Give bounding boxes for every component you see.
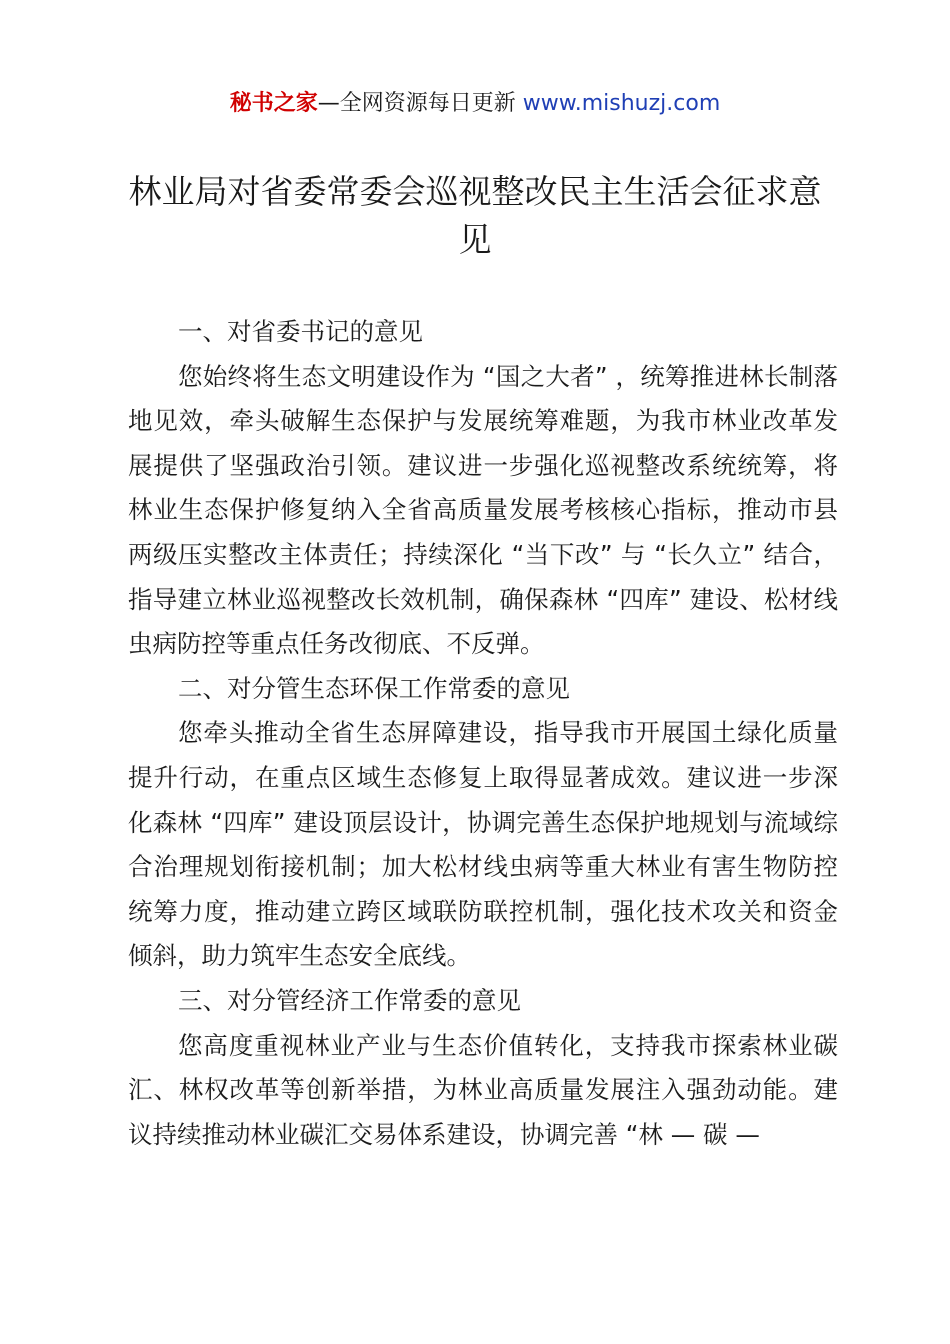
site-url-link[interactable]: www.mishuzj.com — [522, 91, 721, 116]
document-title: 林业局对省委常委会巡视整改民主生活会征求意见 — [128, 172, 822, 259]
section-heading-3: 三、对分管经济工作常委的意见 — [178, 985, 521, 1015]
document-body — [128, 310, 838, 1157]
section-paragraph-3: 您高度重视林业产业与生态价值转化，支持我市探索林业碳汇、林权改革等创新举措，为林业高质量发展注入强劲动能。建议持续推动林业碳汇交易体系建设，协调完善 “林 — 碳 — — [128, 1030, 838, 1149]
section-paragraph-1: 您始终将生态文明建设作为 “国之大者” ，统筹推进林长制落地见效，牵头破解生态保护与发展统筹难题，为我市林业改革发展提供了坚强政治引领。建议进一步强化巡视整改系统统筹，将林业生态保护修复纳入全省高质量发展考核核心指标，推动市县两级压实整改主体责任；持续深化 “当下改” 与 “长久立” 结合，指导建立林业巡视整改长效机制，确保森林 “四库” 建设、松材线虫病防控等重点任务改彻底、不反弹。 — [128, 361, 838, 659]
brand-name: 秘书之家 — [229, 91, 318, 116]
section-paragraph-2: 您牵头推动全省生态屏障建设，指导我市开展国土绿化质量提升行动，在重点区域生态修复上取得显著成效。建议进一步深化森林 “四库” 建设顶层设计，协调完善生态保护地规划与流域综合治理规划衔接机制；加大松材线虫病等重大林业有害生物防控统筹力度，推动建立跨区域联防联控机制，强化技术攻关和资金倾斜，助力筑牢生态安全底线。 — [128, 718, 838, 971]
section-heading-1: 一、对省委书记的意见 — [178, 317, 423, 346]
section-heading-2: 二、对分管生态环保工作常委的意见 — [178, 673, 570, 703]
header-tagline: —全网资源每日更新 — [317, 91, 516, 116]
site-header — [0, 88, 950, 120]
